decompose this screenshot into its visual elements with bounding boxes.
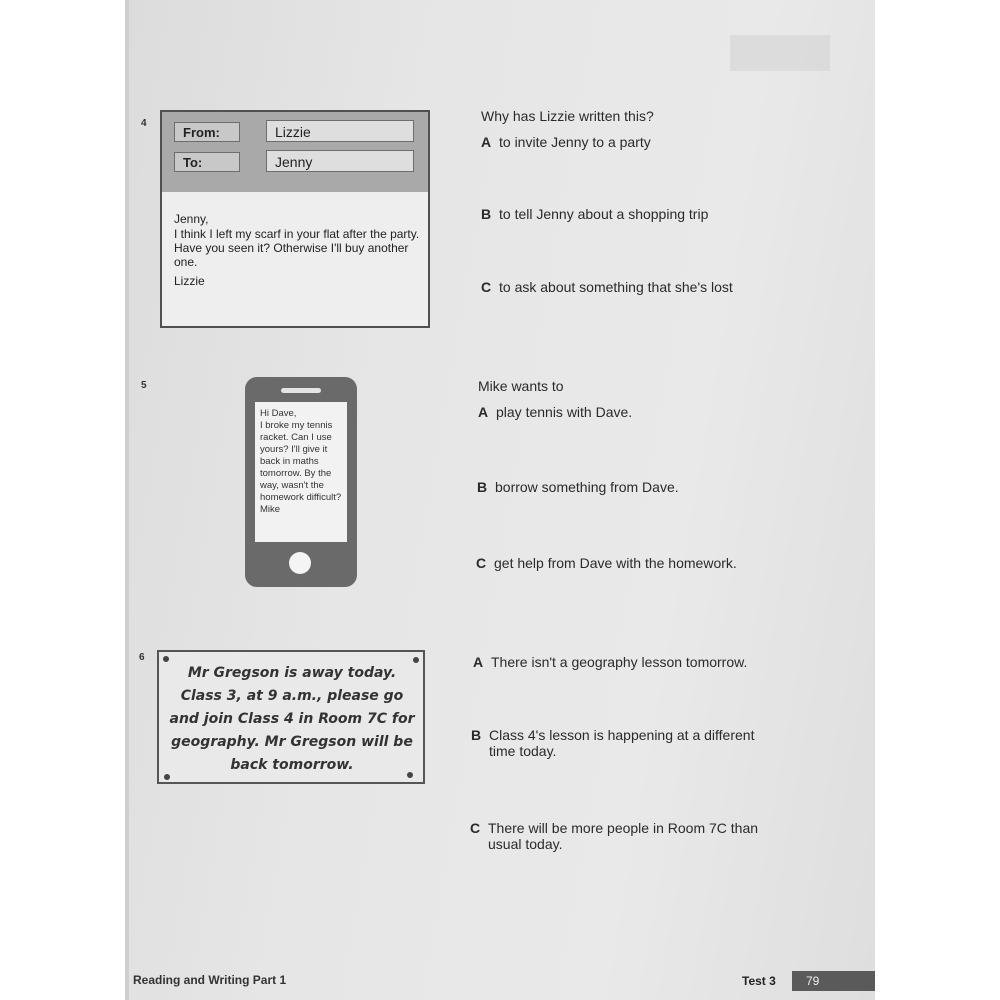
email-from-value: Lizzie — [266, 120, 414, 142]
option-text: to ask about something that she's lost — [499, 279, 733, 295]
option-letter: A — [478, 404, 489, 420]
footer-section-title: Reading and Writing Part 1 — [133, 973, 287, 987]
option-text: borrow something from Dave. — [495, 479, 679, 495]
phone-illustration — [245, 377, 357, 587]
email-to-value: Jenny — [266, 150, 414, 172]
option-letter: B — [471, 727, 482, 743]
option-text: There will be more people in Room 7C than usual today. — [488, 820, 759, 852]
question-5-option-a[interactable] — [478, 404, 632, 420]
option-text: play tennis with Dave. — [496, 404, 633, 420]
text-message: Hi Dave, I broke my tennis racket. Can I use yours? I'll give it back in maths tomorrow. By the way, wasn't the homework difficult? Mike — [260, 408, 342, 515]
phone-speaker — [281, 388, 321, 393]
option-text: to invite Jenny to a party — [499, 134, 651, 150]
option-text: There isn't a geography lesson tomorrow. — [491, 654, 748, 670]
email-card — [160, 110, 430, 328]
question-number-5: 5 — [141, 380, 147, 391]
email-from-label: From: — [174, 122, 240, 142]
email-header — [162, 112, 428, 192]
phone-home-button — [289, 552, 311, 574]
page-gutter-shadow — [125, 0, 129, 1000]
option-letter: C — [476, 555, 487, 571]
option-letter: C — [470, 820, 481, 836]
bleed-through-header — [730, 35, 830, 71]
question-5-option-b[interactable] — [477, 479, 679, 495]
page-number: 79 — [792, 971, 875, 991]
question-number-6: 6 — [139, 652, 145, 663]
email-to-label: To: — [174, 152, 240, 172]
footer-test-label: Test 3 — [742, 974, 776, 988]
question-6-option-a[interactable] — [473, 654, 747, 670]
question-4-option-a[interactable] — [481, 134, 651, 150]
email-signature: Lizzie — [174, 274, 205, 288]
question-6-option-b[interactable] — [471, 727, 761, 759]
email-greeting: Jenny, — [174, 212, 209, 226]
option-text: get help from Dave with the homework. — [494, 555, 737, 571]
question-5-option-c[interactable] — [476, 555, 737, 571]
question-5-stem: Mike wants to — [478, 378, 564, 394]
notice-board — [157, 650, 425, 784]
option-letter: A — [481, 134, 492, 150]
question-number-4: 4 — [141, 118, 147, 129]
question-4-option-b[interactable] — [481, 206, 708, 222]
question-4-stem: Why has Lizzie written this? — [481, 108, 654, 124]
option-letter: A — [473, 654, 484, 670]
option-text: to tell Jenny about a shopping trip — [499, 206, 709, 222]
question-4-option-c[interactable] — [481, 279, 733, 295]
option-text: Class 4's lesson is happening at a different time today. — [489, 727, 755, 759]
option-letter: C — [481, 279, 492, 295]
question-6-option-c[interactable] — [470, 820, 770, 852]
email-body — [174, 212, 424, 289]
notice-text: Mr Gregson is away today. Class 3, at 9 a.m., please go and join Class 4 in Room 7C for geography. Mr Gregson will be back tomorrow. — [169, 665, 415, 773]
option-letter: B — [477, 479, 488, 495]
email-message: I think I left my scarf in your flat after the party. Have you seen it? Otherwise I'll buy another one. — [174, 227, 420, 269]
phone-screen — [255, 402, 347, 542]
option-letter: B — [481, 206, 492, 222]
